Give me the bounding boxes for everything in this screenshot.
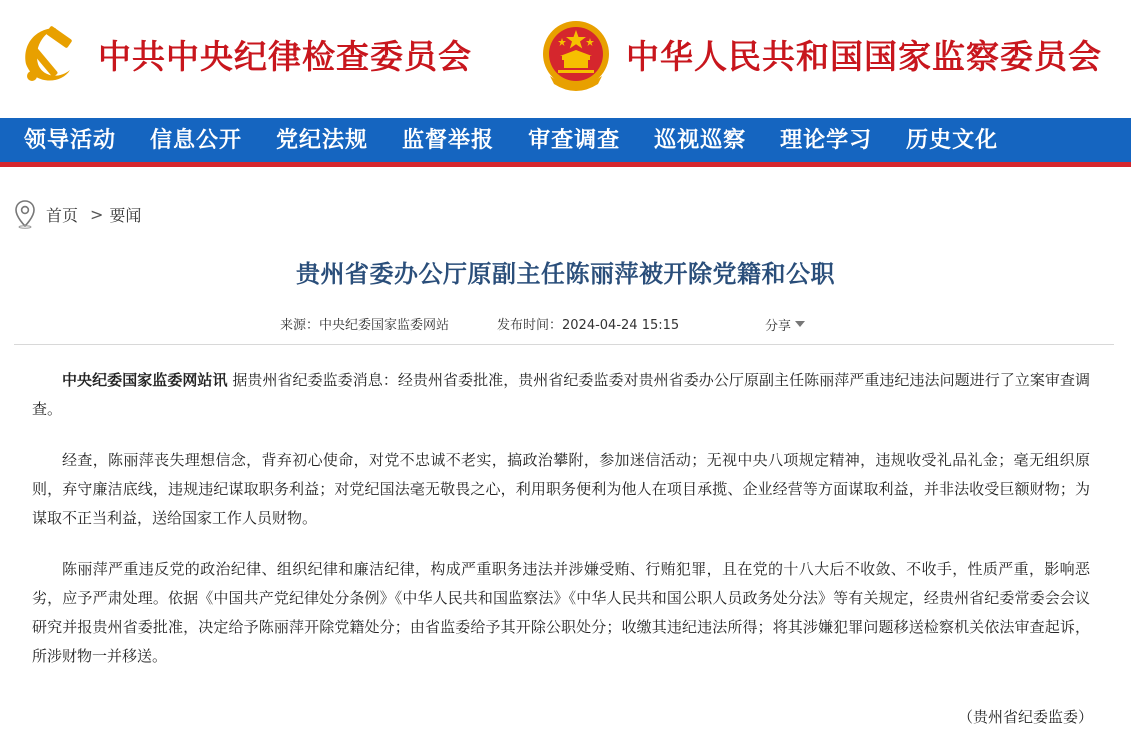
ccdi-title: 中共中央纪律检查委员会 bbox=[98, 36, 472, 76]
location-pin-icon bbox=[14, 199, 36, 229]
article-body bbox=[32, 366, 1090, 693]
nav-item-inspection[interactable]: 巡视巡察 bbox=[654, 127, 747, 153]
nav-item-history[interactable]: 历史文化 bbox=[906, 127, 999, 153]
share-label: 分享 bbox=[765, 318, 792, 334]
nsc-logo[interactable] bbox=[540, 14, 1102, 94]
breadcrumb-home[interactable]: 首页 bbox=[46, 205, 79, 225]
chevron-down-icon bbox=[795, 321, 805, 327]
article-source bbox=[280, 314, 449, 334]
breadcrumb-current[interactable]: 要闻 bbox=[109, 205, 142, 225]
breadcrumb-separator: > bbox=[90, 204, 104, 224]
nav-item-information[interactable]: 信息公开 bbox=[150, 127, 243, 153]
nsc-title: 中华人民共和国国家监察委员会 bbox=[626, 36, 1102, 76]
nav-item-theory[interactable]: 理论学习 bbox=[780, 127, 873, 153]
party-emblem-icon bbox=[12, 14, 84, 94]
nav-item-regulations[interactable]: 党纪法规 bbox=[276, 127, 369, 153]
time-value: 2024-04-24 15:15 bbox=[562, 318, 680, 333]
article-time bbox=[497, 314, 679, 334]
divider bbox=[14, 344, 1114, 345]
source-label: 来源： bbox=[280, 318, 320, 333]
breadcrumb bbox=[14, 198, 141, 230]
nav-item-leadership[interactable]: 领导活动 bbox=[24, 127, 117, 153]
paragraph-2: 经查，陈丽萍丧失理想信念，背弃初心使命，对党不忠诚不老实，搞政治攀附，参加迷信活动；无视中央八项规定精神，违规收受礼品礼金；毫无组织原则，弃守廉洁底线，违规违纪谋取职务利益；对党纪国法毫无敬畏之心，利用职务便利为他人在项目承揽、企业经营等方面谋取利益，并非法收受巨额财物；为谋取不正当利益，送给国家工作人员财物。 bbox=[32, 451, 1090, 527]
article-title: 贵州省委办公厅原副主任陈丽萍被开除党籍和公职 bbox=[296, 260, 835, 288]
source-value: 中央纪委国家监委网站 bbox=[319, 318, 450, 333]
nav-item-investigation[interactable]: 审查调查 bbox=[528, 127, 621, 153]
paragraph-1 bbox=[32, 366, 1090, 424]
time-label: 发布时间： bbox=[497, 318, 563, 333]
main-nav bbox=[0, 118, 1131, 162]
share-button[interactable] bbox=[765, 314, 805, 334]
nav-item-report[interactable]: 监督举报 bbox=[402, 127, 495, 153]
site-header bbox=[0, 0, 1131, 118]
national-emblem-icon bbox=[540, 14, 612, 94]
footer-source: （贵州省纪委监委） bbox=[958, 708, 1094, 726]
ccdi-logo[interactable] bbox=[12, 14, 472, 94]
paragraph-1-text: 据贵州省纪委监委消息：经贵州省委批准，贵州省纪委监委对贵州省委办公厅原副主任陈丽萍严重违纪违法问题进行了立案审查调查。 bbox=[32, 371, 1090, 418]
nav-stripe bbox=[0, 162, 1131, 167]
lead-text: 中央纪委国家监委网站讯 bbox=[62, 371, 228, 389]
paragraph-3: 陈丽萍严重违反党的政治纪律、组织纪律和廉洁纪律，构成严重职务违法并涉嫌受贿、行贿犯罪，且在党的十八大后不收敛、不收手，性质严重，影响恶劣，应予严肃处理。依据《中国共产党纪律处分条例》《中华人民共和国监察法》《中华人民共和国公职人员政务处分法》等有关规定，经贵州省纪委常委会会议研究并报贵州省委批准，决定给予陈丽萍开除党籍处分；由省监委给予其开除公职处分；收缴其违纪违法所得；将其涉嫌犯罪问题移送检察机关依法审查起诉，所涉财物一并移送。 bbox=[32, 560, 1090, 665]
